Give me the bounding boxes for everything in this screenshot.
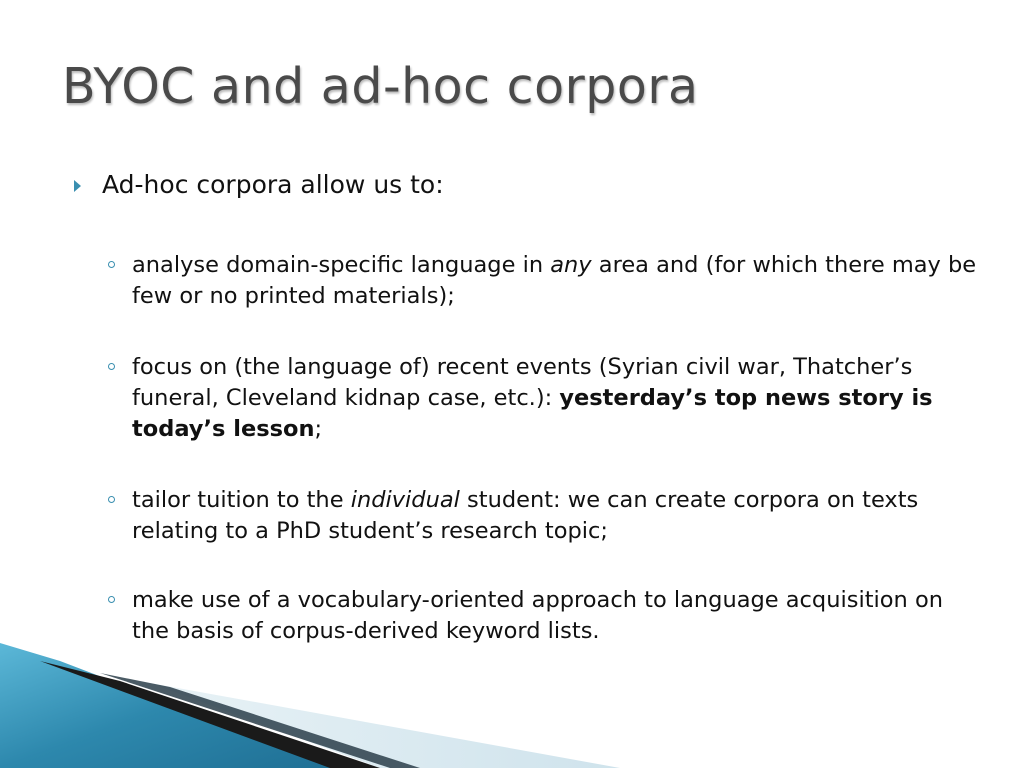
- sub-bullet-text-segment: student: we can create corpora on texts relating to a PhD student’s research topic;: [132, 487, 919, 544]
- sub-bullet-item: [104, 585, 984, 647]
- sub-bullet-text-segment: ;: [314, 416, 323, 442]
- main-bullet-text: Ad-hoc corpora allow us to:: [102, 170, 444, 199]
- sub-bullet-text-segment: focus on (the language of) recent events (Syrian civil war, Thatcher’s funeral, Cleveland kidnap case, etc.):: [132, 354, 913, 411]
- circle-bullet-icon: [108, 261, 115, 268]
- main-bullet: [74, 170, 444, 199]
- sub-bullet-text-segment: tailor tuition to the: [132, 487, 351, 513]
- sub-bullet-item: [104, 352, 984, 445]
- sub-bullet-text-segment: any: [550, 252, 592, 278]
- sub-bullet-item: [104, 250, 984, 312]
- circle-bullet-icon: [108, 596, 115, 603]
- triangle-bullet-icon: [74, 180, 81, 192]
- sub-bullet-text-segment: individual: [350, 487, 460, 513]
- sub-bullet-text-segment: yesterday’s top news story is today’s lesson: [132, 385, 933, 442]
- sub-bullet-text-segment: area and (for which there may be few or no printed materials);: [132, 252, 977, 309]
- sub-bullet-item: [104, 485, 984, 547]
- circle-bullet-icon: [108, 363, 115, 370]
- sub-bullet-list: [104, 250, 984, 687]
- slide-title: BYOC and ad-hoc corpora: [62, 58, 699, 115]
- corner-decoration: [0, 643, 620, 768]
- sub-bullet-text-segment: analyse domain-specific language in: [132, 252, 551, 278]
- sub-bullet-text-segment: make use of a vocabulary-oriented approach to language acquisition on the basis of corpus-derived keyword lists.: [132, 587, 943, 644]
- circle-bullet-icon: [108, 496, 115, 503]
